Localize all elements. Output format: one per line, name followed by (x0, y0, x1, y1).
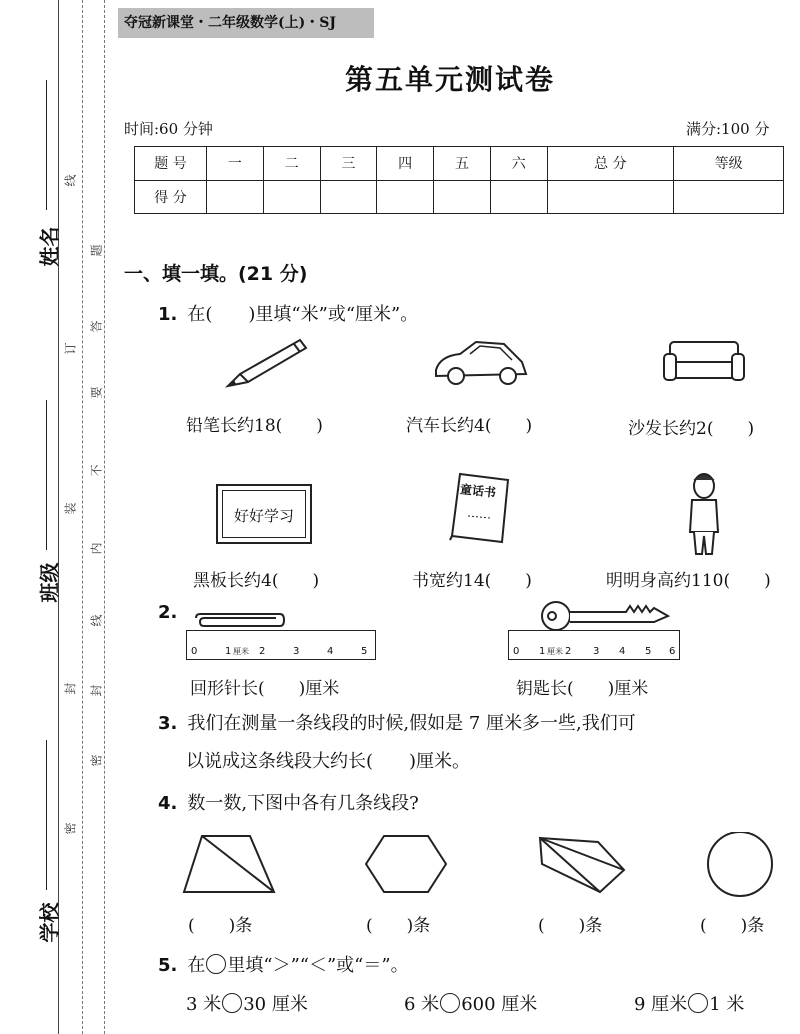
name-label: 姓名 (37, 226, 62, 267)
binding-char: 订 (63, 342, 78, 355)
question-text: 在( )里填“米”或“厘米”。 (187, 304, 419, 325)
score-table-header-row (135, 147, 784, 181)
sofa-caption: 沙发长约2( ) (628, 419, 755, 439)
ruler-number: 6 (669, 646, 676, 657)
score-cell: 四 (377, 147, 434, 181)
question-5 (158, 951, 409, 977)
compare-2 (404, 990, 537, 1016)
binding-line (58, 0, 59, 1034)
class-label: 班级 (37, 562, 62, 603)
car-caption: 汽车长约4( ) (406, 416, 533, 436)
question-number: 5. (158, 955, 178, 976)
score-table-score-row (135, 180, 784, 214)
score-cell: 等级 (674, 147, 784, 181)
score-input-cell[interactable] (490, 180, 547, 214)
page-title: 第五单元测试卷 (344, 63, 555, 96)
key-icon (536, 600, 676, 634)
ruler-1 (186, 630, 376, 660)
binding-char: 密 (63, 822, 78, 835)
school-label: 学校 (37, 902, 62, 943)
ruler-number: 2 (565, 646, 572, 657)
pencil-icon (220, 334, 310, 394)
school-underline (46, 740, 47, 890)
person-caption: 明明身高约110( ) (606, 571, 771, 591)
question-2 (158, 602, 187, 623)
ruler-number: 4 (327, 646, 334, 657)
score-input-cell[interactable] (547, 180, 674, 214)
binding-char: 要 (89, 386, 104, 399)
ruler-number: 5 (645, 646, 652, 657)
score-cell: 总 分 (547, 147, 674, 181)
score-input-cell[interactable] (434, 180, 491, 214)
ruler-number: 5 (361, 646, 368, 657)
ruler-2 (508, 630, 680, 660)
name-underline (46, 80, 47, 210)
key-caption: 钥匙长( )厘米 (516, 679, 649, 699)
ruler-unit: 厘米 (547, 647, 563, 656)
binding-char: 装 (63, 502, 78, 515)
ruler-number: 1 (225, 646, 232, 657)
section-heading: 一、填一填。(21 分) (124, 263, 308, 285)
score-cell: 题 号 (135, 147, 207, 181)
ruler-number: 3 (593, 646, 600, 657)
compare-left: 3 米 (186, 994, 222, 1015)
score-input-cell[interactable] (320, 180, 377, 214)
compare-left: 6 米 (404, 994, 440, 1015)
answer-blank[interactable]: ( )条 (700, 916, 765, 936)
question-3-line2: 以说成这条线段大约长( )厘米。 (186, 751, 471, 772)
ruler-unit: 厘米 (233, 647, 249, 656)
paperclip-icon (192, 612, 288, 632)
trapezoid-shape (184, 836, 274, 892)
binding-char: 封 (89, 684, 104, 697)
question-number: 2. (158, 602, 178, 623)
question-4 (158, 789, 419, 815)
book-title: 童话书 (459, 482, 497, 500)
pencil-caption: 铅笔长约18( ) (186, 416, 323, 436)
binding-char: 线 (89, 614, 104, 627)
compare-left: 9 厘米 (634, 994, 688, 1015)
boy-icon (684, 470, 724, 560)
binding-char: 封 (63, 682, 78, 695)
binding-char: 内 (89, 542, 104, 555)
score-cell: 一 (207, 147, 264, 181)
question-text: 里填“＞”“＜”或“＝”。 (227, 955, 409, 976)
car-icon (430, 336, 530, 388)
binding-char: 不 (89, 464, 104, 477)
score-table (134, 146, 784, 214)
binding-char: 题 (89, 244, 104, 257)
circle-shape (708, 832, 772, 896)
score-cell: 六 (490, 147, 547, 181)
answer-blank[interactable]: ( )条 (366, 916, 431, 936)
class-underline (46, 400, 47, 550)
binding-dashed-line-inner (104, 0, 105, 1034)
pentagon-shape (540, 838, 624, 892)
score-input-cell[interactable] (377, 180, 434, 214)
score-cell: 三 (320, 147, 377, 181)
compare-right: 30 厘米 (243, 994, 308, 1015)
score-input-cell[interactable] (207, 180, 264, 214)
binding-char: 密 (89, 754, 104, 767)
question-text: 在 (187, 955, 206, 976)
hexagon-shape (366, 836, 446, 892)
score-input-cell[interactable] (263, 180, 320, 214)
score-cell: 得 分 (135, 180, 207, 214)
ruler-number: 2 (259, 646, 266, 657)
ruler-number: 1 (539, 646, 546, 657)
score-cell: 五 (434, 147, 491, 181)
ruler-number: 0 (191, 646, 198, 657)
question-number: 3. (158, 713, 178, 734)
series-header: 夺冠新课堂・二年级数学(上)・SJ (118, 8, 374, 38)
compare-circle[interactable] (688, 993, 708, 1013)
ruler-number: 3 (293, 646, 300, 657)
question-1 (158, 300, 418, 326)
compare-circle[interactable] (222, 993, 242, 1013)
paperclip-caption: 回形针长( )厘米 (190, 679, 340, 699)
compare-circle[interactable] (440, 993, 460, 1013)
blackboard-caption: 黑板长约4( ) (193, 571, 320, 591)
question-text: 数一数,下图中各有几条线段? (187, 793, 419, 814)
full-score: 满分:100 分 (686, 120, 770, 138)
score-input-cell[interactable] (674, 180, 784, 214)
ruler-number: 4 (619, 646, 626, 657)
shapes-figure (180, 832, 800, 898)
sofa-icon (662, 336, 746, 386)
question-number: 1. (158, 304, 178, 325)
blackboard-icon (216, 484, 312, 544)
compare-1 (186, 990, 308, 1016)
score-cell: 二 (263, 147, 320, 181)
answer-blank[interactable]: ( )条 (538, 916, 603, 936)
binding-dashed-line (82, 0, 83, 1034)
compare-3 (634, 990, 744, 1016)
question-number: 4. (158, 793, 178, 814)
question-text: 我们在测量一条线段的时候,假如是 7 厘米多一些,我们可 (187, 713, 636, 734)
answer-blank[interactable]: ( )条 (188, 916, 253, 936)
blackboard-text: 好好学习 (222, 490, 306, 538)
compare-right: 600 厘米 (461, 994, 538, 1015)
binding-margin (0, 0, 112, 1034)
question-3 (158, 709, 636, 735)
circle-blank-icon (206, 954, 226, 974)
binding-char: 线 (63, 174, 78, 187)
binding-char: 答 (89, 320, 104, 333)
book-caption: 书宽约14( ) (412, 571, 532, 591)
ruler-number: 0 (513, 646, 520, 657)
exam-time: 时间:60 分钟 (124, 120, 213, 138)
compare-right: 1 米 (709, 994, 745, 1015)
